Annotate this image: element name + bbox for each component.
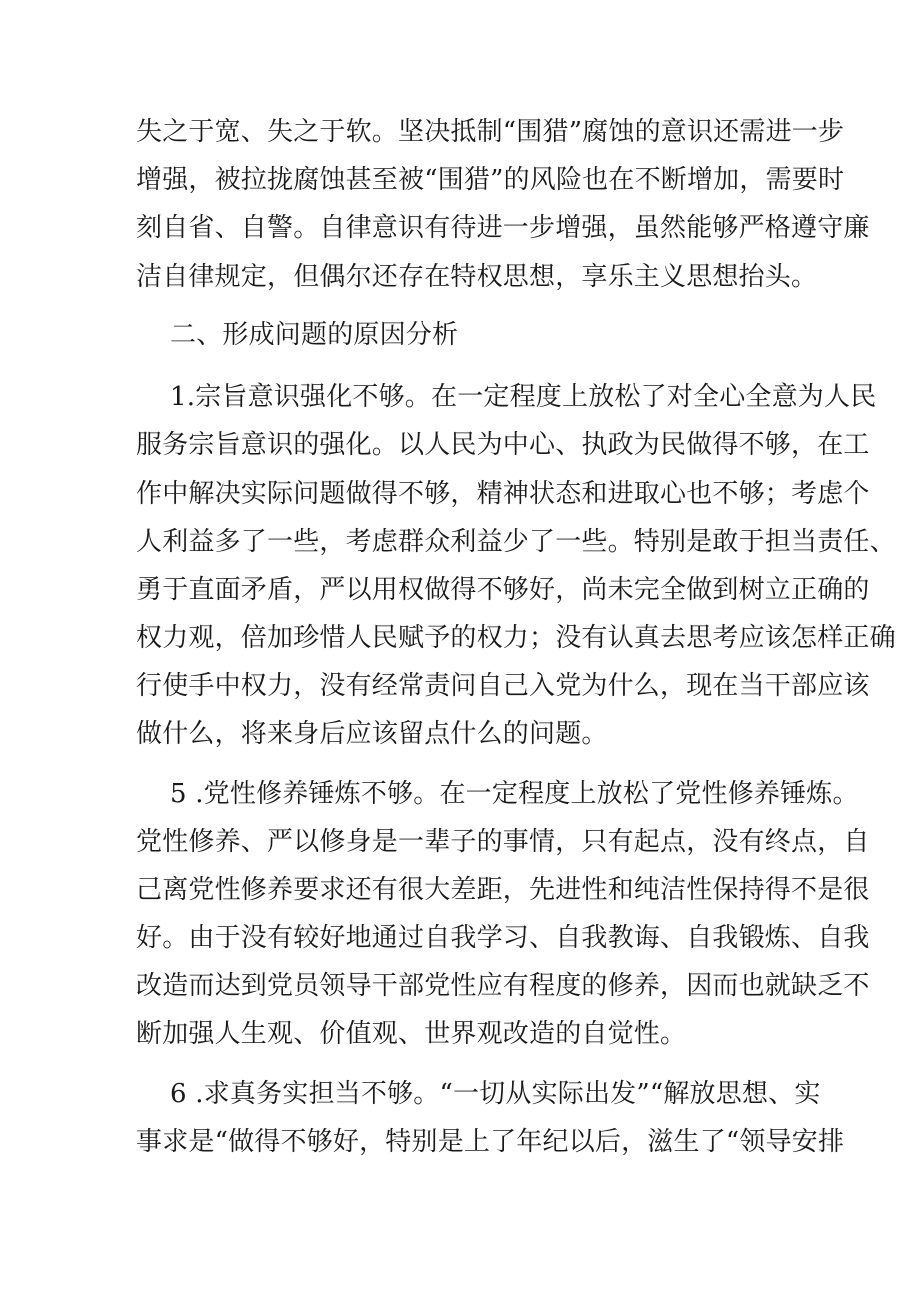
- paragraph-line: 刻自省、自警。自律意识有待进一步增强，虽然能够严格遵守廉: [136, 213, 870, 243]
- paragraph-line: 做什么，将来身后应该留点什么的问题。: [136, 719, 608, 749]
- paragraph-line: 洁自律规定，但偶尔还存在特权思想，享乐主义思想抬头。: [136, 262, 818, 292]
- paragraph-line: 服务宗旨意识的强化。以人民为中心、执政为民做得不够，在工: [136, 430, 870, 460]
- paragraph-line: 好。由于没有较好地通过自我学习、自我教诲、自我锻炼、自我: [136, 923, 870, 953]
- paragraph-line: 1.宗旨意识强化不够。在一定程度上放松了对全心全意为人民: [170, 382, 877, 412]
- paragraph-line: 5 .党性修养锤炼不够。在一定程度上放松了党性修养锤炼。: [170, 779, 859, 809]
- paragraph-line: 增强，被拉拢腐蚀甚至被“围猎”的风险也在不断增加，需要时: [136, 165, 845, 195]
- paragraph-line: 改造而达到党员领导干部党性应有程度的修养，因而也就缺乏不: [136, 971, 870, 1001]
- section-heading: 二、形成问题的原因分析: [170, 320, 459, 350]
- paragraph-line: 6 .求真务实担当不够。“一切从实际出发”“解放思想、实: [170, 1079, 821, 1109]
- paragraph-line: 权力观，倍加珍惜人民赋予的权力；没有认真去思考应该怎样正确: [136, 623, 896, 653]
- paragraph-line: 党性修养、严以修身是一辈子的事情，只有起点，没有终点，自: [136, 827, 870, 857]
- paragraph-line: 失之于宽、失之于软。坚决抵制“围猎”腐蚀的意识还需进一步: [136, 117, 845, 147]
- paragraph-line: 勇于直面矛盾，严以用权做得不够好，尚未完全做到树立正确的: [136, 575, 870, 605]
- paragraph-line: 作中解决实际问题做得不够，精神状态和进取心也不够；考虑个: [136, 479, 870, 509]
- paragraph-line: 断加强人生观、价值观、世界观改造的自觉性。: [136, 1019, 687, 1049]
- paragraph-line: 行使手中权力，没有经常责问自己入党为什么，现在当干部应该: [136, 671, 870, 701]
- paragraph-line: 己离党性修养要求还有很大差距，先进性和纯洁性保持得不是很: [136, 875, 870, 905]
- paragraph-line: 人利益多了一些，考虑群众利益少了一些。特别是敢于担当责任、: [136, 527, 896, 557]
- paragraph-line: 事求是“做得不够好，特别是上了年纪以后，滋生了“领导安排: [136, 1127, 845, 1157]
